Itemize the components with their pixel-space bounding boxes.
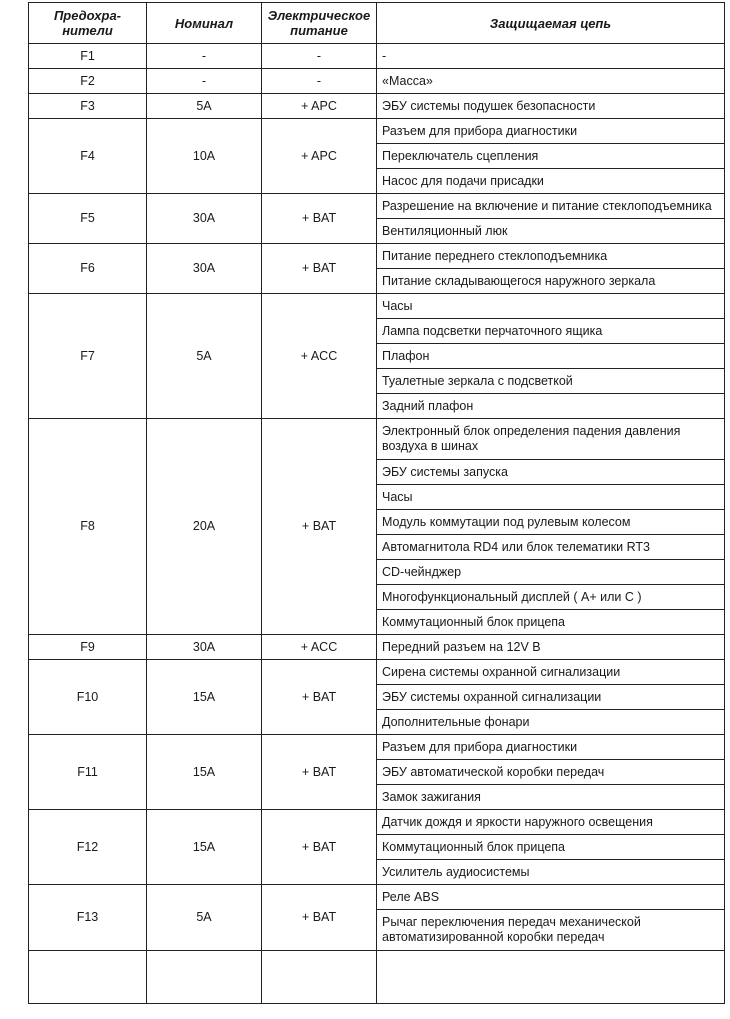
circuit-cell: ЭБУ системы подушек безопасности	[377, 94, 725, 119]
power-cell: + ACC	[262, 635, 377, 660]
rating-cell: 15A	[147, 810, 262, 885]
circuit-cell: Коммутационный блок прицепа	[377, 610, 725, 635]
table-row	[29, 635, 725, 660]
rating-cell: 30A	[147, 194, 262, 244]
fuse-cell: F4	[29, 119, 147, 194]
circuit-cell: Электронный блок определения падения давления воздуха в шинах	[377, 419, 725, 460]
circuit-cell: Модуль коммутации под рулевым колесом	[377, 510, 725, 535]
table-row	[29, 810, 725, 835]
empty-cell	[147, 951, 262, 1004]
rating-cell: -	[147, 69, 262, 94]
circuit-cell: Рычаг переключения передач механической автоматизированной коробки передач	[377, 910, 725, 951]
circuit-cell: ЭБУ системы запуска	[377, 460, 725, 485]
table-row	[29, 119, 725, 144]
empty-cell	[377, 951, 725, 1004]
rating-cell: 30A	[147, 244, 262, 294]
table-row	[29, 735, 725, 760]
rating-cell: 30A	[147, 635, 262, 660]
header-circuit: Защищаемая цепь	[377, 3, 725, 44]
circuit-cell: Замок зажигания	[377, 785, 725, 810]
empty-cell	[262, 951, 377, 1004]
circuit-cell: «Масса»	[377, 69, 725, 94]
circuit-cell: ЭБУ системы охранной сигнализации	[377, 685, 725, 710]
header-rating: Номинал	[147, 3, 262, 44]
circuit-cell: Туалетные зеркала с подсветкой	[377, 369, 725, 394]
circuit-cell: Коммутационный блок прицепа	[377, 835, 725, 860]
fuse-cell: F10	[29, 660, 147, 735]
fuse-cell: F5	[29, 194, 147, 244]
circuit-cell: -	[377, 44, 725, 69]
fuse-cell: F6	[29, 244, 147, 294]
power-cell: -	[262, 69, 377, 94]
fuse-cell: F12	[29, 810, 147, 885]
rating-cell: 15A	[147, 735, 262, 810]
circuit-cell: Автомагнитола RD4 или блок телематики RT3	[377, 535, 725, 560]
power-cell: + BAT	[262, 244, 377, 294]
table-row	[29, 244, 725, 269]
circuit-cell: Плафон	[377, 344, 725, 369]
table-row	[29, 69, 725, 94]
rating-cell: 5A	[147, 94, 262, 119]
fuse-table	[28, 2, 725, 1004]
empty-row	[29, 951, 725, 1004]
fuse-cell: F9	[29, 635, 147, 660]
circuit-cell: Питание складывающегося наружного зеркала	[377, 269, 725, 294]
table-row	[29, 419, 725, 460]
power-cell: + BAT	[262, 810, 377, 885]
fuse-cell: F13	[29, 885, 147, 951]
rating-cell: 5A	[147, 294, 262, 419]
power-cell: + BAT	[262, 660, 377, 735]
rating-cell: 15A	[147, 660, 262, 735]
header-row	[29, 3, 725, 44]
power-cell: + BAT	[262, 735, 377, 810]
fuse-table-body	[29, 44, 725, 1004]
power-cell: + BAT	[262, 885, 377, 951]
circuit-cell: Лампа подсветки перчаточного ящика	[377, 319, 725, 344]
power-cell: + APC	[262, 119, 377, 194]
circuit-cell: Разрешение на включение и питание стеклоподъемника	[377, 194, 725, 219]
circuit-cell: Усилитель аудиосистемы	[377, 860, 725, 885]
power-cell: + BAT	[262, 419, 377, 635]
table-row	[29, 294, 725, 319]
header-power: Электрическое питание	[262, 3, 377, 44]
circuit-cell: Сирена системы охранной сигнализации	[377, 660, 725, 685]
circuit-cell: Разъем для прибора диагностики	[377, 735, 725, 760]
circuit-cell: Задний плафон	[377, 394, 725, 419]
empty-cell	[29, 951, 147, 1004]
rating-cell: 10A	[147, 119, 262, 194]
circuit-cell: CD-чейнджер	[377, 560, 725, 585]
fuse-cell: F11	[29, 735, 147, 810]
fuse-cell: F3	[29, 94, 147, 119]
circuit-cell: Дополнительные фонари	[377, 710, 725, 735]
fuse-cell: F7	[29, 294, 147, 419]
fuse-cell: F8	[29, 419, 147, 635]
header-fuse: Предохра-нители	[29, 3, 147, 44]
table-row	[29, 44, 725, 69]
table-row	[29, 885, 725, 910]
power-cell: -	[262, 44, 377, 69]
circuit-cell: Насос для подачи присадки	[377, 169, 725, 194]
power-cell: + BAT	[262, 194, 377, 244]
circuit-cell: ЭБУ автоматической коробки передач	[377, 760, 725, 785]
circuit-cell: Многофункциональный дисплей ( A+ или C )	[377, 585, 725, 610]
circuit-cell: Питание переднего стеклоподъемника	[377, 244, 725, 269]
circuit-cell: Переключатель сцепления	[377, 144, 725, 169]
rating-cell: 5A	[147, 885, 262, 951]
power-cell: + APC	[262, 94, 377, 119]
power-cell: + ACC	[262, 294, 377, 419]
circuit-cell: Реле ABS	[377, 885, 725, 910]
circuit-cell: Передний разъем на 12V B	[377, 635, 725, 660]
circuit-cell: Вентиляционный люк	[377, 219, 725, 244]
circuit-cell: Разъем для прибора диагностики	[377, 119, 725, 144]
fuse-cell: F1	[29, 44, 147, 69]
table-row	[29, 660, 725, 685]
circuit-cell: Датчик дождя и яркости наружного освещения	[377, 810, 725, 835]
fuse-cell: F2	[29, 69, 147, 94]
rating-cell: 20A	[147, 419, 262, 635]
table-row	[29, 94, 725, 119]
circuit-cell: Часы	[377, 294, 725, 319]
circuit-cell: Часы	[377, 485, 725, 510]
rating-cell: -	[147, 44, 262, 69]
table-row	[29, 194, 725, 219]
